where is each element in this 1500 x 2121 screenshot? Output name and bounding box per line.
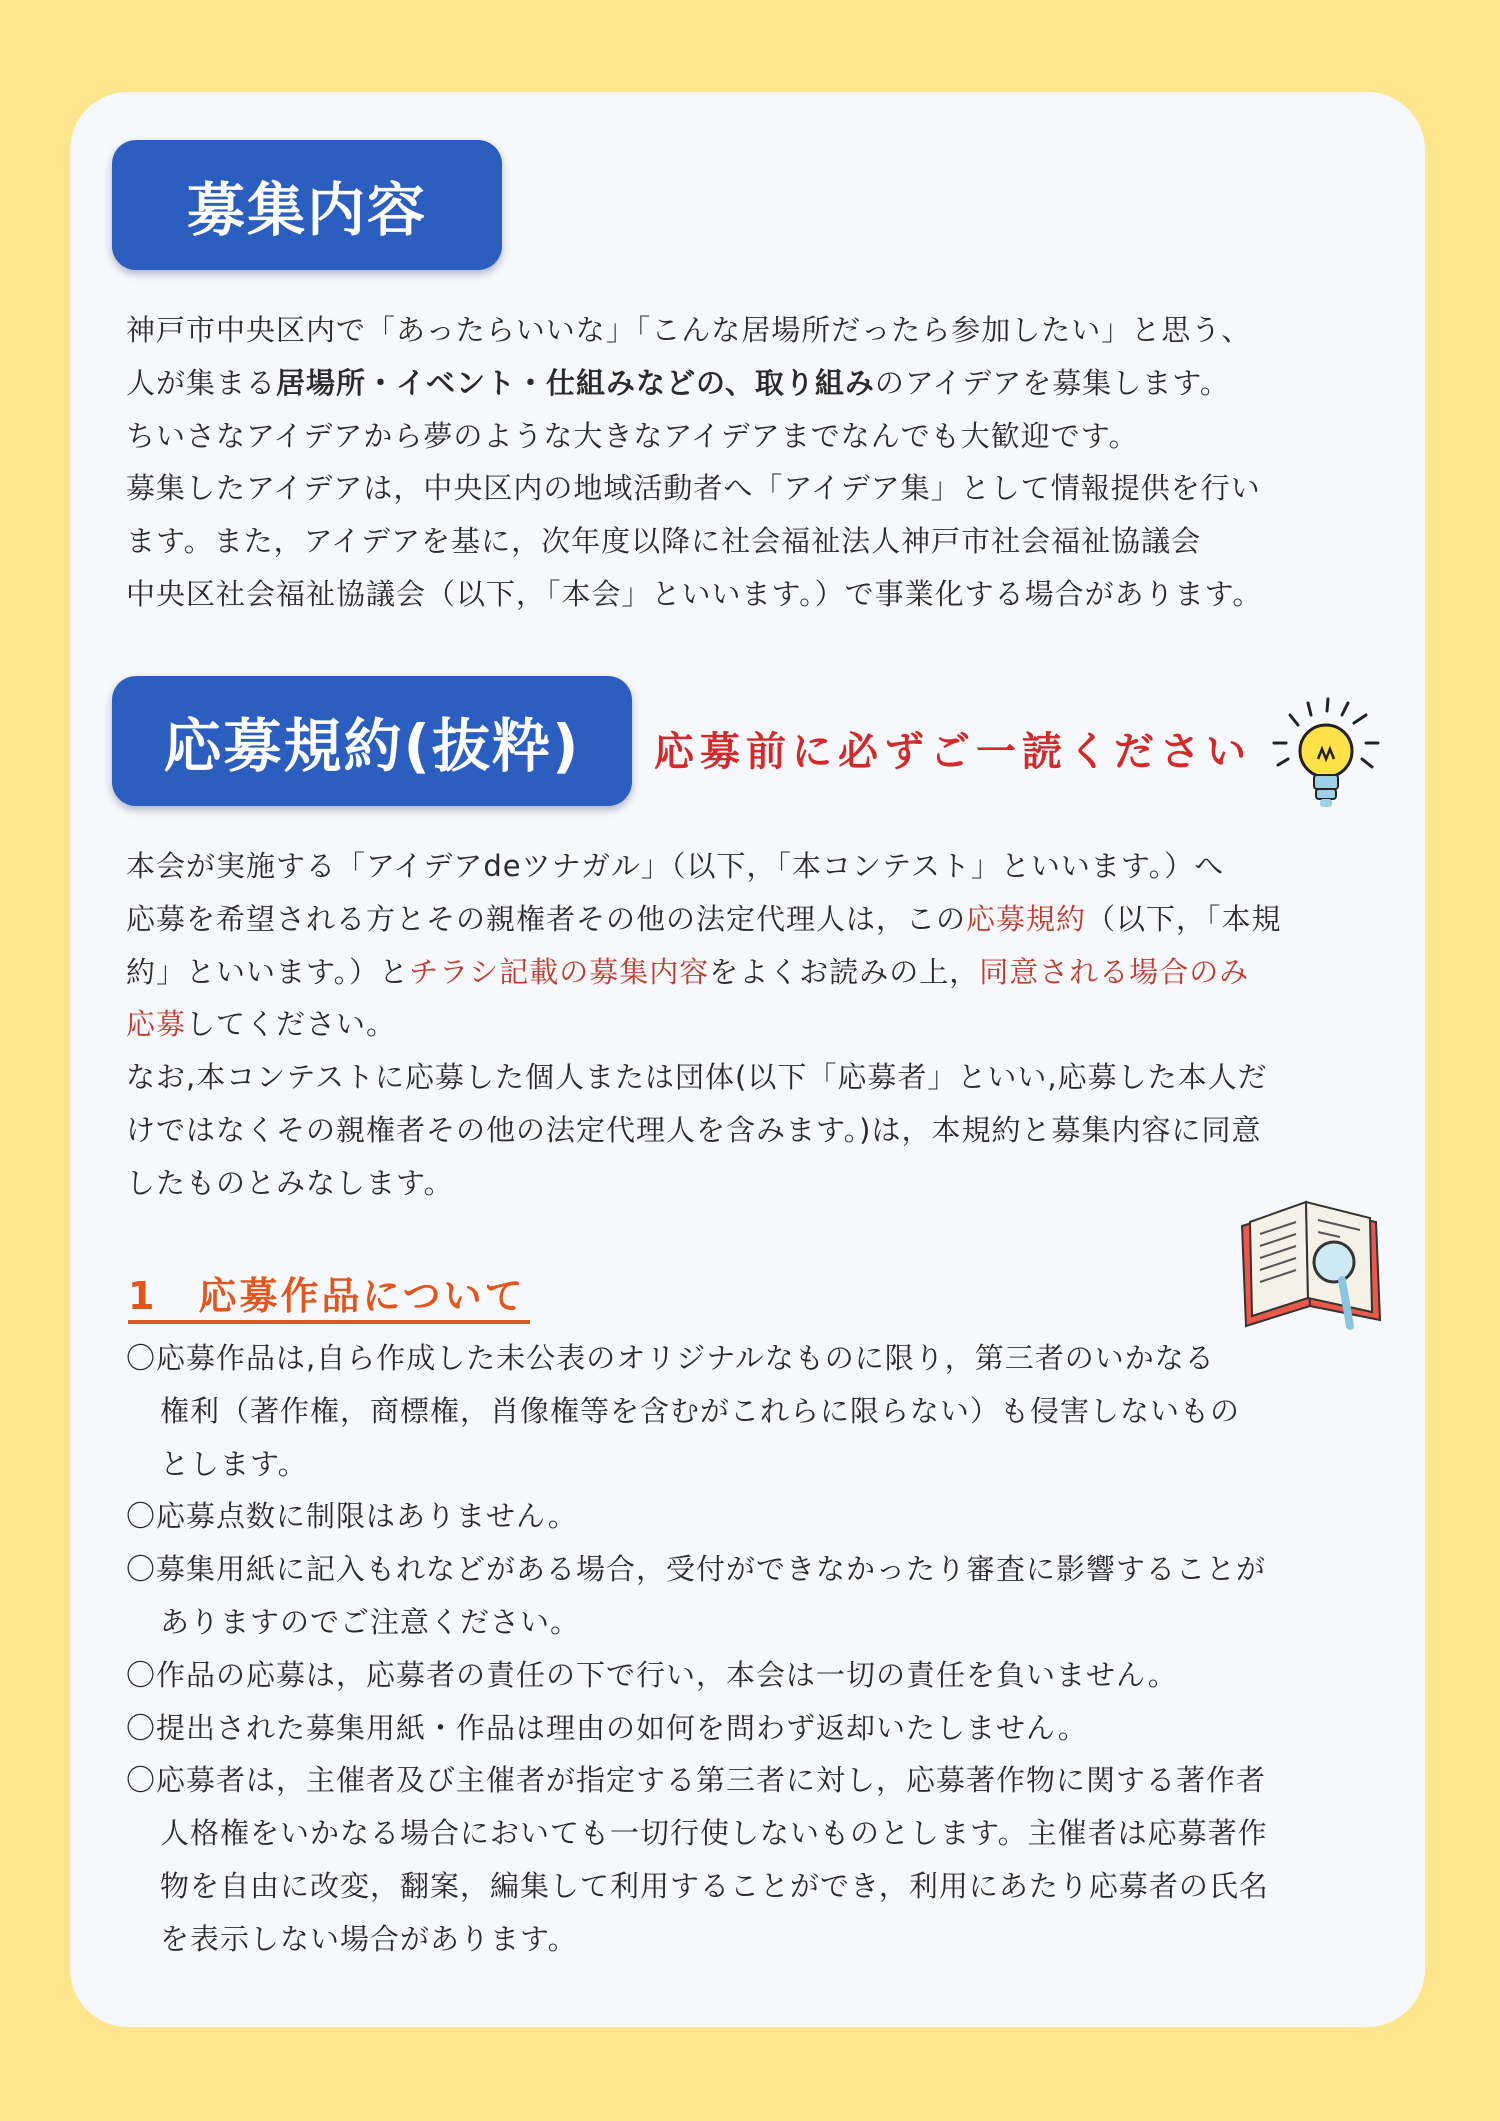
intro-line: 人が集まる居場所・イベント・仕組みなどの、取り組みのアイデアを募集します。 [126, 365, 1230, 400]
rules-text [126, 840, 1282, 1210]
highlight-flyer: チラシ記載の募集内容 [409, 954, 710, 989]
rules-line: 応募を希望される方とその親権者その他の法定代理人は，この応募規約（以下，「本規 [126, 901, 1282, 936]
entry-rules-list [126, 1332, 1269, 1966]
highlight-rules: 応募規約 [966, 901, 1087, 936]
intro-line: ます。また，アイデアを基に，次年度以降に社会福祉法人神戸市社会福祉協議会 [126, 524, 1202, 559]
section-title-rules: 応募規約(抜粋) [112, 676, 632, 806]
list-item: 〇応募者は，主催者及び主催者が指定する第三者に対し，応募著作物に関する著作者 人格権をいかなる場合においても一切行使しないものとします。主催者は応募著作 物を自由に改変，翻案，編集して利用することができ，利用にあたり応募者の氏名 を表示しない場合があります。 [126, 1763, 1269, 1956]
intro-line: 神戸市中央区内で「あったらいいな」「こんな居場所だったら参加したい」と思う、 [126, 313, 1252, 347]
rules-line: 応募してください。 [126, 1007, 397, 1042]
list-item: 〇応募点数に制限はありません。 [126, 1499, 578, 1534]
rules-line: なお,本コンテストに応募した個人または団体(以下「応募者」といい,応募した本人だ [126, 1060, 1268, 1095]
list-item: 〇募集用紙に記入もれなどがある場合，受付ができなかったり審査に影響することが ありますのでご注意ください。 [126, 1552, 1267, 1639]
intro-line: 中央区社会福祉協議会（以下，「本会」といいます。）で事業化する場合があります。 [126, 576, 1263, 611]
list-item: 〇応募作品は,自ら作成した未公表のオリジナルなものに限り，第三者のいかなる 権利（著作権，商標権，肖像権等を含むがこれらに限らない）も侵害しないもの とします。 [126, 1341, 1241, 1481]
intro-emphasis: 居場所・イベント・仕組みなどの、取り組み [276, 365, 875, 400]
read-before-notice: 応募前に必ずご一読ください [654, 729, 1252, 775]
intro-text [126, 304, 1262, 621]
rules-line: したものとみなします。 [126, 1165, 454, 1200]
section-heading-entries: 1 応募作品について [128, 1272, 530, 1324]
rules-line: 本会が実施する「アイデアdeツナガル」（以下，「本コンテスト」といいます。）へ [126, 849, 1225, 883]
list-item: 〇作品の応募は，応募者の責任の下で行い，本会は一切の責任を負いません。 [126, 1657, 1178, 1692]
lightbulb-icon [1270, 693, 1380, 823]
list-item: 〇提出された募集用紙・作品は理由の如何を問わず返却いたしません。 [126, 1710, 1088, 1745]
intro-line: 募集したアイデアは，中央区内の地域活動者へ「アイデア集」として情報提供を行い [126, 471, 1261, 506]
open-book-magnifier-icon [1236, 1186, 1386, 1336]
rules-line: 約」といいます。）とチラシ記載の募集内容をよくお読みの上，同意される場合のみ [126, 954, 1250, 989]
rules-line: けではなくその親権者その他の法定代理人を含みます。)は，本規約と募集内容に同意 [126, 1112, 1262, 1147]
section-title-recruitment: 募集内容 [112, 140, 502, 270]
highlight-apply: 応募 [126, 1007, 187, 1042]
intro-line: ちいさなアイデアから夢のような大きなアイデアまでなんでも大歓迎です。 [126, 418, 1139, 453]
highlight-consent: 同意される場合のみ [979, 954, 1250, 989]
